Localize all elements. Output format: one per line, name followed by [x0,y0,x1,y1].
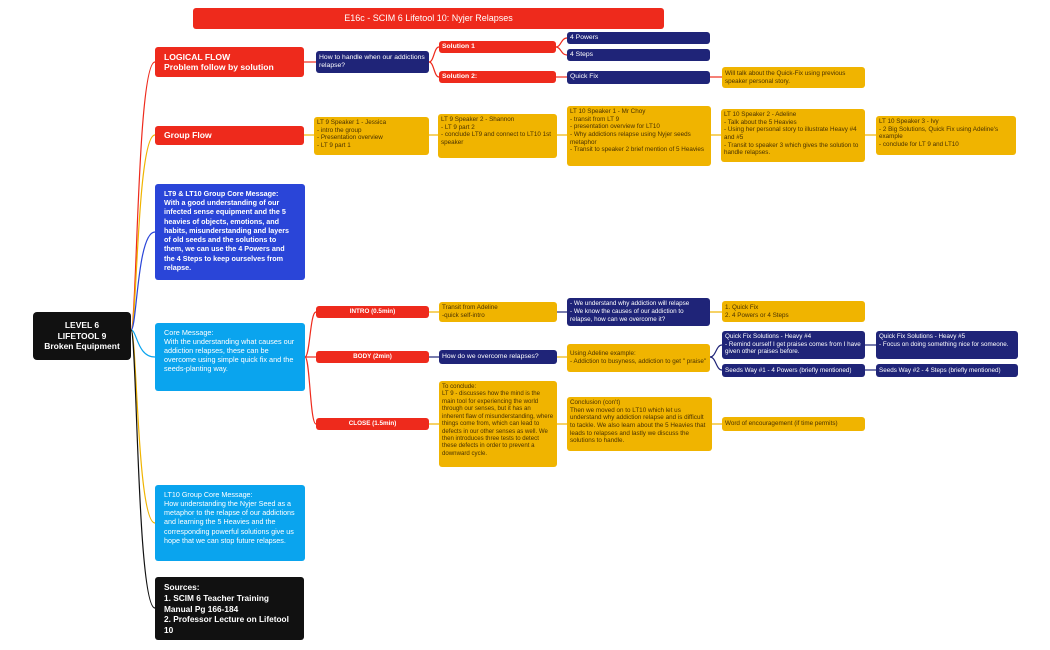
logical-flow-node[interactable]: LOGICAL FLOW Problem follow by solution [155,47,304,77]
body-question-node[interactable]: How do we overcome relapses? [439,350,557,364]
seeds-way1-node[interactable]: Seeds Way #1 - 4 Powers (briefly mentioned) [722,364,865,377]
lt10-core-message-node[interactable]: LT10 Group Core Message: How understanding the Nyjer Seed as a metaphor to the relapse of our addictions and learning the 5 Heavies and the corresponding powerful solutions give us hope that we can stop future relapses. [155,485,305,561]
page-title: E16c - SCIM 6 Lifetool 10: Nyjer Relapses [193,8,664,29]
sources-node[interactable]: Sources: 1. SCIM 6 Teacher Training Manual Pg 166-184 2. Professor Lecture on Lifetool 10 [155,577,304,640]
speaker-node[interactable]: LT 10 Speaker 3 - Ivy - 2 Big Solutions, Quick Fix using Adeline's example - conclude for LT 9 and LT10 [876,116,1016,155]
quick-fix-heavy4-node[interactable]: Quick Fix Solutions - Heavy #4 - Remind ourself I get praises comes from I have given other praises before. [722,331,865,359]
body-example-node[interactable]: Using Adeline example: - Addiction to busyness, addiction to get " praise" [567,344,710,372]
group-flow-node[interactable]: Group Flow [155,126,304,145]
steps-node[interactable]: 4 Steps [567,49,710,61]
solution2-node[interactable]: Solution 2: [439,71,556,83]
intro-list-node[interactable]: 1. Quick Fix 2. 4 Powers or 4 Steps [722,301,865,322]
quick-fix-note[interactable]: Will talk about the Quick-Fix using previous speaker personal story. [722,67,865,88]
quick-fix-node[interactable]: Quick Fix [567,71,710,84]
group-core-message-node[interactable]: LT9 & LT10 Group Core Message: With a good understanding of our infected sense equipment and the 5 heavies of objects, emotions, and habits, misunderstanding and layers of old seeds and the solutions to them, we can use the 4 Powers and the 4 Steps to keep ourselves from relapse. [155,184,305,280]
powers-node[interactable]: 4 Powers [567,32,710,44]
intro-understand-node[interactable]: - We understand why addiction will relapse - We know the causes of our addiction to relapse, how can we overcome it? [567,298,710,326]
core-message-node[interactable]: Core Message: With the understanding what causes our addiction relapses, these can be overcome using simple quick fix and the seeds-planting way. [155,323,305,391]
root-node[interactable]: LEVEL 6 LIFETOOL 9 Broken Equipment [33,312,131,360]
speaker-node[interactable]: LT 10 Speaker 2 - Adeline - Talk about the 5 Heavies - Using her personal story to illustrate Heavy #4 and #5 - Transit to speaker 3 which gives the solution to handle relapses. [721,109,865,162]
close-conclusion-cont-node[interactable]: Conclusion (con't) Then we moved on to LT10 which let us understand why addiction relapse and is difficult to tackle. We also learn about the 5 Heavies that leads to relapses and lastly we discuss the solutions to handle. [567,397,712,451]
seeds-way2-node[interactable]: Seeds Way #2 - 4 Steps (briefly mentioned) [876,364,1018,377]
intro-node[interactable]: INTRO (0.5min) [316,306,429,318]
speaker-node[interactable]: LT 9 Speaker 2 - Shannon - LT 9 part 2 - conclude LT9 and connect to LT10 1st speaker [438,114,557,158]
encouragement-node[interactable]: Word of encouragement (if time permits) [722,417,865,431]
solution1-node[interactable]: Solution 1 [439,41,556,53]
speaker-node[interactable]: LT 9 Speaker 1 - Jessica - intro the group - Presentation overview - LT 9 part 1 [314,117,429,155]
body-node[interactable]: BODY (2min) [316,351,429,363]
quick-fix-heavy5-node[interactable]: Quick Fix Solutions - Heavy #5 - Focus on doing something nice for someone. [876,331,1018,359]
speaker-node[interactable]: LT 10 Speaker 1 - Mr Choy - transit from LT 9 - presentation overview for LT10 - Why addictions relapse using Nyjer seeds metaphor - Transit to speaker 2 brief mention of 5 Heavies [567,106,711,166]
question-node[interactable]: How to handle when our addictions relapse? [316,51,429,73]
close-conclude-node[interactable]: To conclude: LT 9 - discusses how the mind is the main tool for experiencing the world through our senses, but it has an inherent flaw of misunderstanding, where things come from, which can lead to defects in our other senses as well. We then introduces three tests to detect these defects in order to prevent a downward cycle. [439,381,557,467]
close-node[interactable]: CLOSE (1.5min) [316,418,429,430]
intro-transit-node[interactable]: Transit from Adeline -quick self-intro [439,302,557,322]
